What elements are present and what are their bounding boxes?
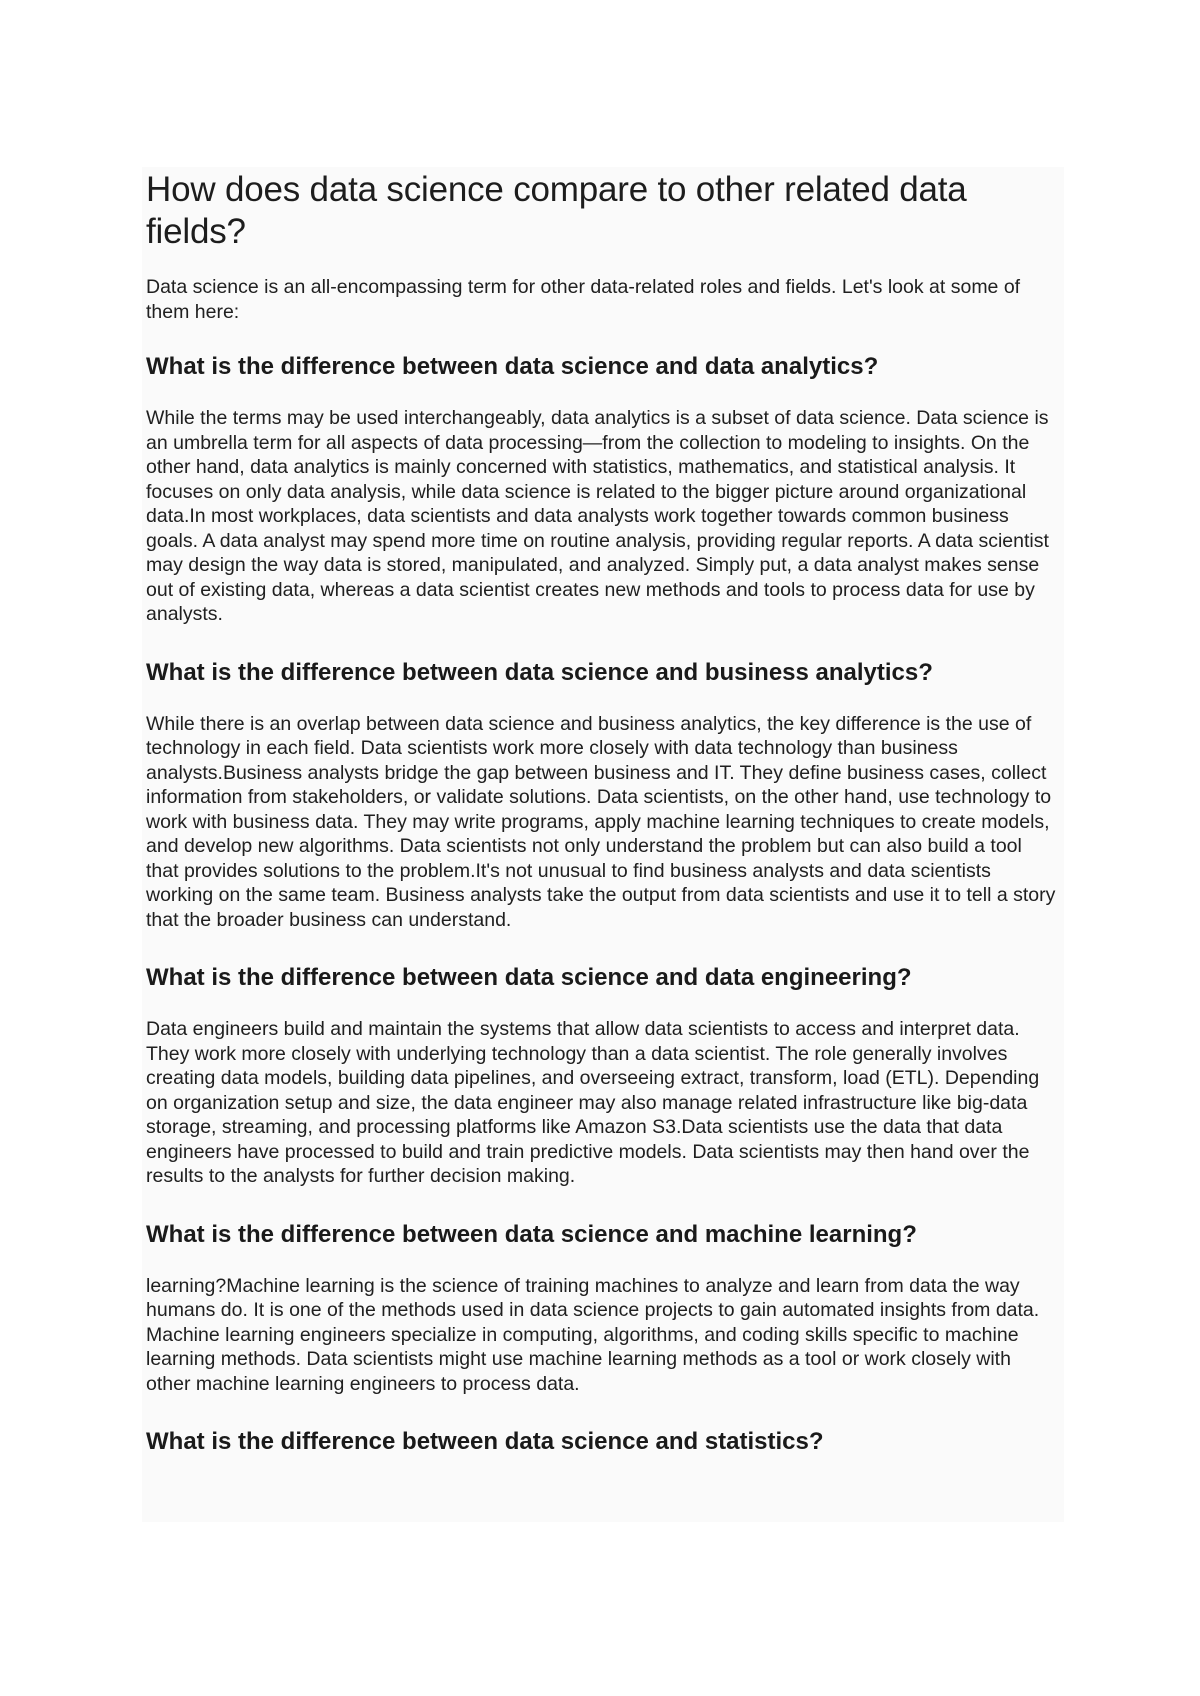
section-heading-business-analytics: What is the difference between data science and business analytics? — [146, 658, 933, 686]
section-heading-data-engineering: What is the difference between data science and data engineering? — [146, 964, 912, 991]
article-body — [146, 167, 1058, 1457]
section-body-machine-learning: learning?Machine learning is the science of training machines to analyze and learn from data the way humans do. It is one of the methods used in data science projects to gain automated insights from data. Machine learning engineers specialize in computing, algorithms, and coding skills specific to machine learning methods. Data scientists might use machine learning methods as a tool or work closely with other machine learning engineers to process data. — [146, 1274, 1040, 1395]
intro-paragraph: Data science is an all-encompassing term for other data-related roles and fields. Let's look at some of them here: — [146, 276, 1021, 323]
section-heading-statistics: What is the difference between data science and statistics? — [146, 1428, 824, 1455]
section-body-data-analytics: While the terms may be used interchangeably, data analytics is a subset of data science. Data science is an umbrella term for all aspects of data processing—from the collection to modeling to insights. On the other hand, data analytics is mainly concerned with statistics, mathematics, and statistical analysis. It focuses on only data analysis, while data science is related to the bigger picture around organizational data.In most workplaces, data scientists and data analysts work together towards common business goals. A data analyst may spend more time on routine analysis, providing regular reports. A data scientist may design the way data is stored, manipulated, and analyzed. Simply put, a data analyst makes sense out of existing data, whereas a data scientist creates new methods and tools to process data for use by analysts. — [146, 407, 1049, 625]
article-content-block — [142, 167, 1064, 1522]
page-title: How does data science compare to other related data fields? — [146, 170, 967, 251]
section-body-data-engineering: Data engineers build and maintain the systems that allow data scientists to access and interpret data. They work more closely with underlying technology than a data scientist. The role generally involves creating data models, building data pipelines, and overseeing extract, transform, load (ETL). Depending on organization setup and size, the data engineer may also manage related infrastructure like big-data storage, streaming, and processing platforms like Amazon S3.Data scientists use the data that data engineers have processed to build and train predictive models. Data scientists may then hand over the results to the analysts for further decision making. — [146, 1018, 1040, 1187]
section-heading-data-analytics: What is the difference between data science and data analytics? — [146, 353, 879, 380]
section-body-business-analytics: While there is an overlap between data science and business analytics, the key difference is the use of technology in each field. Data scientists work more closely with data technology than business analysts.Business analysts bridge the gap between business and IT. They define business cases, collect information from stakeholders, or validate solutions. Data scientists, on the other hand, use technology to work with business data. They may write programs, apply machine learning techniques to create models, and develop new algorithms. Data scientists not only understand the problem but can also build a tool that provides solutions to the problem.It's not unusual to find business analysts and data scientists working on the same team. Business analysts take the output from data scientists and use it to tell a story that the broader business can understand. — [146, 712, 1056, 931]
section-heading-machine-learning: What is the difference between data science and machine learning? — [146, 1220, 917, 1248]
